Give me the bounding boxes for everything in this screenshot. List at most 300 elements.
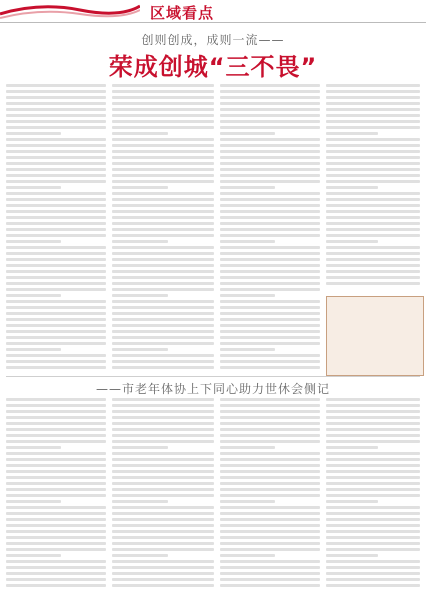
- text-line-placeholder: [220, 114, 320, 117]
- text-line-placeholder: [220, 258, 320, 261]
- text-line-placeholder: [220, 156, 320, 159]
- text-line-placeholder: [220, 324, 320, 327]
- text-line-placeholder: [326, 452, 420, 455]
- text-line-placeholder: [326, 536, 420, 539]
- text-line-placeholder: [220, 240, 275, 243]
- text-line-placeholder: [220, 446, 275, 449]
- top-story-headline: 荣成创城“三不畏”: [108, 53, 318, 81]
- text-line-placeholder: [112, 312, 214, 315]
- text-line-placeholder: [326, 270, 420, 273]
- text-line-placeholder: [326, 512, 420, 515]
- text-line-placeholder: [220, 464, 320, 467]
- text-line-placeholder: [112, 114, 214, 117]
- text-line-placeholder: [6, 410, 106, 413]
- text-line-placeholder: [6, 102, 106, 105]
- text-line-placeholder: [220, 398, 320, 401]
- text-line-placeholder: [326, 416, 420, 419]
- text-line-placeholder: [220, 422, 320, 425]
- text-line-placeholder: [6, 342, 106, 345]
- text-line-placeholder: [220, 542, 320, 545]
- text-line-placeholder: [112, 144, 214, 147]
- text-line-placeholder: [326, 506, 420, 509]
- text-line-placeholder: [326, 518, 420, 521]
- text-line-placeholder: [112, 222, 214, 225]
- text-line-placeholder: [220, 210, 320, 213]
- text-line-placeholder: [326, 180, 420, 183]
- text-line-placeholder: [6, 572, 106, 575]
- top-story-kicker: 创则创成，成则一流——: [141, 33, 285, 47]
- text-line-placeholder: [6, 210, 106, 213]
- text-line-placeholder: [112, 324, 214, 327]
- text-line-placeholder: [326, 258, 420, 261]
- text-line-placeholder: [220, 336, 320, 339]
- text-line-placeholder: [112, 404, 214, 407]
- text-line-placeholder: [6, 584, 106, 587]
- text-line-placeholder: [220, 288, 320, 291]
- text-column-8: [326, 398, 420, 594]
- text-line-placeholder: [220, 428, 320, 431]
- text-line-placeholder: [112, 560, 214, 563]
- text-line-placeholder: [326, 264, 420, 267]
- text-line-placeholder: [112, 470, 214, 473]
- text-line-placeholder: [220, 440, 320, 443]
- text-line-placeholder: [6, 252, 106, 255]
- text-line-placeholder: [326, 192, 420, 195]
- text-line-placeholder: [112, 264, 214, 267]
- text-line-placeholder: [6, 288, 106, 291]
- text-line-placeholder: [6, 168, 106, 171]
- text-line-placeholder: [6, 348, 61, 351]
- text-line-placeholder: [220, 228, 320, 231]
- text-line-placeholder: [6, 138, 106, 141]
- text-line-placeholder: [326, 578, 420, 581]
- text-line-placeholder: [6, 192, 106, 195]
- text-line-placeholder: [220, 276, 320, 279]
- text-line-placeholder: [220, 306, 320, 309]
- text-line-placeholder: [6, 90, 106, 93]
- text-line-placeholder: [112, 252, 214, 255]
- text-line-placeholder: [112, 270, 214, 273]
- text-line-placeholder: [326, 470, 420, 473]
- text-line-placeholder: [326, 542, 420, 545]
- text-line-placeholder: [220, 264, 320, 267]
- text-line-placeholder: [326, 96, 420, 99]
- text-line-placeholder: [112, 192, 214, 195]
- text-line-placeholder: [6, 488, 106, 491]
- text-line-placeholder: [220, 84, 320, 87]
- text-line-placeholder: [220, 312, 320, 315]
- text-line-placeholder: [220, 252, 320, 255]
- text-line-placeholder: [6, 416, 106, 419]
- text-line-placeholder: [326, 102, 420, 105]
- text-line-placeholder: [220, 144, 320, 147]
- text-column-3: [220, 84, 320, 372]
- text-line-placeholder: [326, 234, 420, 237]
- text-line-placeholder: [112, 240, 168, 243]
- text-line-placeholder: [6, 198, 106, 201]
- text-line-placeholder: [220, 282, 320, 285]
- text-line-placeholder: [220, 410, 320, 413]
- text-line-placeholder: [6, 318, 106, 321]
- text-line-placeholder: [112, 126, 214, 129]
- text-line-placeholder: [112, 446, 168, 449]
- text-line-placeholder: [220, 342, 320, 345]
- text-line-placeholder: [326, 458, 420, 461]
- text-line-placeholder: [6, 506, 106, 509]
- section-title: 区域看点: [150, 4, 215, 22]
- text-line-placeholder: [112, 288, 214, 291]
- text-line-placeholder: [220, 198, 320, 201]
- text-line-placeholder: [326, 566, 420, 569]
- text-line-placeholder: [326, 572, 420, 575]
- text-line-placeholder: [6, 494, 106, 497]
- text-line-placeholder: [326, 222, 420, 225]
- text-line-placeholder: [112, 530, 214, 533]
- text-line-placeholder: [6, 422, 106, 425]
- text-line-placeholder: [6, 204, 106, 207]
- text-line-placeholder: [112, 336, 214, 339]
- text-line-placeholder: [220, 108, 320, 111]
- text-line-placeholder: [112, 168, 214, 171]
- text-line-placeholder: [220, 530, 320, 533]
- text-line-placeholder: [6, 548, 106, 551]
- text-line-placeholder: [112, 354, 214, 357]
- text-line-placeholder: [220, 186, 275, 189]
- text-line-placeholder: [326, 410, 420, 413]
- text-line-placeholder: [220, 404, 320, 407]
- text-line-placeholder: [220, 482, 320, 485]
- text-line-placeholder: [220, 476, 320, 479]
- text-line-placeholder: [112, 482, 214, 485]
- text-line-placeholder: [6, 554, 61, 557]
- text-line-placeholder: [220, 518, 320, 521]
- text-line-placeholder: [112, 180, 214, 183]
- text-line-placeholder: [220, 366, 320, 369]
- text-line-placeholder: [220, 578, 320, 581]
- text-line-placeholder: [326, 210, 420, 213]
- text-line-placeholder: [220, 102, 320, 105]
- text-line-placeholder: [6, 294, 61, 297]
- text-line-placeholder: [326, 156, 420, 159]
- text-line-placeholder: [112, 452, 214, 455]
- text-line-placeholder: [6, 150, 106, 153]
- text-line-placeholder: [220, 150, 320, 153]
- text-line-placeholder: [6, 258, 106, 261]
- text-line-placeholder: [112, 518, 214, 521]
- text-line-placeholder: [112, 548, 214, 551]
- text-line-placeholder: [326, 90, 420, 93]
- text-line-placeholder: [220, 192, 320, 195]
- text-line-placeholder: [112, 276, 214, 279]
- text-line-placeholder: [220, 566, 320, 569]
- text-line-placeholder: [220, 452, 320, 455]
- text-line-placeholder: [220, 572, 320, 575]
- text-line-placeholder: [326, 434, 420, 437]
- text-line-placeholder: [326, 276, 420, 279]
- text-column-2: [112, 84, 214, 372]
- text-line-placeholder: [6, 312, 106, 315]
- text-line-placeholder: [220, 434, 320, 437]
- text-line-placeholder: [220, 96, 320, 99]
- text-line-placeholder: [112, 536, 214, 539]
- text-line-placeholder: [326, 252, 420, 255]
- text-column-4: [326, 84, 420, 290]
- text-line-placeholder: [6, 360, 106, 363]
- text-line-placeholder: [220, 126, 320, 129]
- text-line-placeholder: [112, 210, 214, 213]
- text-line-placeholder: [220, 216, 320, 219]
- text-line-placeholder: [6, 282, 106, 285]
- text-line-placeholder: [220, 416, 320, 419]
- text-line-placeholder: [220, 458, 320, 461]
- text-line-placeholder: [112, 342, 214, 345]
- text-line-placeholder: [6, 470, 106, 473]
- text-line-placeholder: [326, 108, 420, 111]
- text-line-placeholder: [6, 458, 106, 461]
- text-line-placeholder: [6, 354, 106, 357]
- text-line-placeholder: [220, 246, 320, 249]
- text-line-placeholder: [220, 348, 275, 351]
- text-line-placeholder: [220, 234, 320, 237]
- text-line-placeholder: [326, 530, 420, 533]
- text-line-placeholder: [112, 318, 214, 321]
- text-line-placeholder: [326, 162, 420, 165]
- text-line-placeholder: [220, 506, 320, 509]
- text-line-placeholder: [6, 144, 106, 147]
- text-line-placeholder: [326, 428, 420, 431]
- text-line-placeholder: [220, 132, 275, 135]
- text-line-placeholder: [6, 180, 106, 183]
- text-line-placeholder: [112, 120, 214, 123]
- text-line-placeholder: [6, 440, 106, 443]
- text-line-placeholder: [220, 584, 320, 587]
- text-line-placeholder: [326, 282, 420, 285]
- text-line-placeholder: [6, 156, 106, 159]
- text-line-placeholder: [112, 234, 214, 237]
- text-line-placeholder: [326, 494, 420, 497]
- text-line-placeholder: [112, 198, 214, 201]
- text-line-placeholder: [112, 512, 214, 515]
- text-line-placeholder: [220, 354, 320, 357]
- text-line-placeholder: [112, 228, 214, 231]
- text-line-placeholder: [6, 324, 106, 327]
- text-line-placeholder: [220, 162, 320, 165]
- text-line-placeholder: [220, 300, 320, 303]
- text-line-placeholder: [112, 572, 214, 575]
- text-line-placeholder: [112, 204, 214, 207]
- text-line-placeholder: [6, 162, 106, 165]
- text-line-placeholder: [6, 366, 106, 369]
- text-line-placeholder: [6, 234, 106, 237]
- text-line-placeholder: [6, 186, 61, 189]
- text-line-placeholder: [220, 360, 320, 363]
- text-line-placeholder: [6, 222, 106, 225]
- text-line-placeholder: [326, 524, 420, 527]
- text-line-placeholder: [112, 416, 214, 419]
- text-line-placeholder: [326, 482, 420, 485]
- text-line-placeholder: [326, 446, 378, 449]
- text-column-6: [112, 398, 214, 594]
- text-line-placeholder: [220, 174, 320, 177]
- text-line-placeholder: [112, 282, 214, 285]
- text-line-placeholder: [112, 366, 214, 369]
- text-line-placeholder: [220, 222, 320, 225]
- text-line-placeholder: [326, 120, 420, 123]
- text-line-placeholder: [112, 476, 214, 479]
- text-column-5: [6, 398, 106, 594]
- text-line-placeholder: [112, 300, 214, 303]
- text-line-placeholder: [112, 506, 214, 509]
- text-column-1: [6, 84, 106, 372]
- text-line-placeholder: [220, 560, 320, 563]
- text-line-placeholder: [220, 204, 320, 207]
- text-line-placeholder: [112, 162, 214, 165]
- text-line-placeholder: [6, 434, 106, 437]
- text-line-placeholder: [112, 410, 214, 413]
- text-line-placeholder: [326, 398, 420, 401]
- text-line-placeholder: [326, 138, 420, 141]
- text-line-placeholder: [112, 132, 168, 135]
- text-line-placeholder: [112, 428, 214, 431]
- text-line-placeholder: [6, 578, 106, 581]
- text-line-placeholder: [326, 174, 420, 177]
- text-line-placeholder: [112, 102, 214, 105]
- text-line-placeholder: [326, 186, 378, 189]
- text-line-placeholder: [220, 548, 320, 551]
- text-line-placeholder: [220, 90, 320, 93]
- text-line-placeholder: [112, 494, 214, 497]
- text-line-placeholder: [220, 330, 320, 333]
- text-line-placeholder: [112, 566, 214, 569]
- text-line-placeholder: [6, 132, 61, 135]
- text-line-placeholder: [6, 560, 106, 563]
- text-line-placeholder: [6, 84, 106, 87]
- text-line-placeholder: [112, 330, 214, 333]
- text-line-placeholder: [112, 500, 168, 503]
- text-line-placeholder: [220, 270, 320, 273]
- text-line-placeholder: [220, 168, 320, 171]
- text-line-placeholder: [6, 108, 106, 111]
- text-line-placeholder: [6, 452, 106, 455]
- text-line-placeholder: [6, 398, 106, 401]
- text-line-placeholder: [112, 294, 168, 297]
- text-line-placeholder: [112, 524, 214, 527]
- text-line-placeholder: [112, 464, 214, 467]
- text-line-placeholder: [6, 96, 106, 99]
- text-line-placeholder: [112, 488, 214, 491]
- text-line-placeholder: [326, 216, 420, 219]
- text-line-placeholder: [112, 440, 214, 443]
- text-line-placeholder: [112, 156, 214, 159]
- text-line-placeholder: [6, 518, 106, 521]
- text-line-placeholder: [326, 84, 420, 87]
- text-line-placeholder: [112, 90, 214, 93]
- text-line-placeholder: [220, 536, 320, 539]
- text-line-placeholder: [6, 216, 106, 219]
- text-line-placeholder: [326, 228, 420, 231]
- text-line-placeholder: [6, 126, 106, 129]
- text-line-placeholder: [220, 318, 320, 321]
- text-line-placeholder: [6, 114, 106, 117]
- text-line-placeholder: [220, 138, 320, 141]
- text-line-placeholder: [6, 240, 61, 243]
- text-line-placeholder: [326, 476, 420, 479]
- text-line-placeholder: [326, 440, 420, 443]
- text-line-placeholder: [220, 488, 320, 491]
- text-line-placeholder: [112, 348, 168, 351]
- text-line-placeholder: [112, 84, 214, 87]
- text-line-placeholder: [6, 404, 106, 407]
- text-line-placeholder: [112, 186, 168, 189]
- text-line-placeholder: [326, 246, 420, 249]
- text-line-placeholder: [326, 548, 420, 551]
- text-column-7: [220, 398, 320, 594]
- text-line-placeholder: [6, 512, 106, 515]
- text-line-placeholder: [112, 150, 214, 153]
- text-line-placeholder: [326, 204, 420, 207]
- text-line-placeholder: [326, 584, 420, 587]
- text-line-placeholder: [326, 168, 420, 171]
- text-line-placeholder: [6, 330, 106, 333]
- text-line-placeholder: [6, 306, 106, 309]
- text-line-placeholder: [326, 464, 420, 467]
- text-line-placeholder: [6, 246, 106, 249]
- text-line-placeholder: [6, 524, 106, 527]
- text-line-placeholder: [112, 554, 168, 557]
- text-line-placeholder: [112, 360, 214, 363]
- text-line-placeholder: [326, 144, 420, 147]
- text-line-placeholder: [112, 174, 214, 177]
- text-line-placeholder: [220, 120, 320, 123]
- masthead-decoration: [0, 0, 140, 22]
- text-line-placeholder: [326, 500, 378, 503]
- text-line-placeholder: [112, 434, 214, 437]
- text-line-placeholder: [326, 132, 378, 135]
- text-line-placeholder: [6, 566, 106, 569]
- text-line-placeholder: [326, 488, 420, 491]
- text-line-placeholder: [112, 542, 214, 545]
- bottom-story-kicker: ——市老年体协上下同心助力世休会侧记: [95, 382, 330, 396]
- text-line-placeholder: [220, 294, 275, 297]
- text-line-placeholder: [6, 174, 106, 177]
- text-line-placeholder: [6, 482, 106, 485]
- text-line-placeholder: [6, 476, 106, 479]
- text-line-placeholder: [6, 428, 106, 431]
- text-line-placeholder: [220, 470, 320, 473]
- text-line-placeholder: [6, 270, 106, 273]
- text-line-placeholder: [6, 276, 106, 279]
- text-line-placeholder: [112, 306, 214, 309]
- text-line-placeholder: [6, 530, 106, 533]
- text-line-placeholder: [220, 494, 320, 497]
- text-line-placeholder: [326, 554, 378, 557]
- masthead: [0, 0, 426, 23]
- text-line-placeholder: [112, 258, 214, 261]
- text-line-placeholder: [6, 264, 106, 267]
- text-line-placeholder: [112, 108, 214, 111]
- text-line-placeholder: [326, 240, 378, 243]
- section-divider: [6, 376, 420, 377]
- text-line-placeholder: [326, 422, 420, 425]
- text-line-placeholder: [112, 96, 214, 99]
- text-line-placeholder: [112, 584, 214, 587]
- text-line-placeholder: [6, 336, 106, 339]
- text-line-placeholder: [6, 228, 106, 231]
- text-line-placeholder: [326, 126, 420, 129]
- text-line-placeholder: [6, 536, 106, 539]
- text-line-placeholder: [112, 398, 214, 401]
- text-line-placeholder: [6, 120, 106, 123]
